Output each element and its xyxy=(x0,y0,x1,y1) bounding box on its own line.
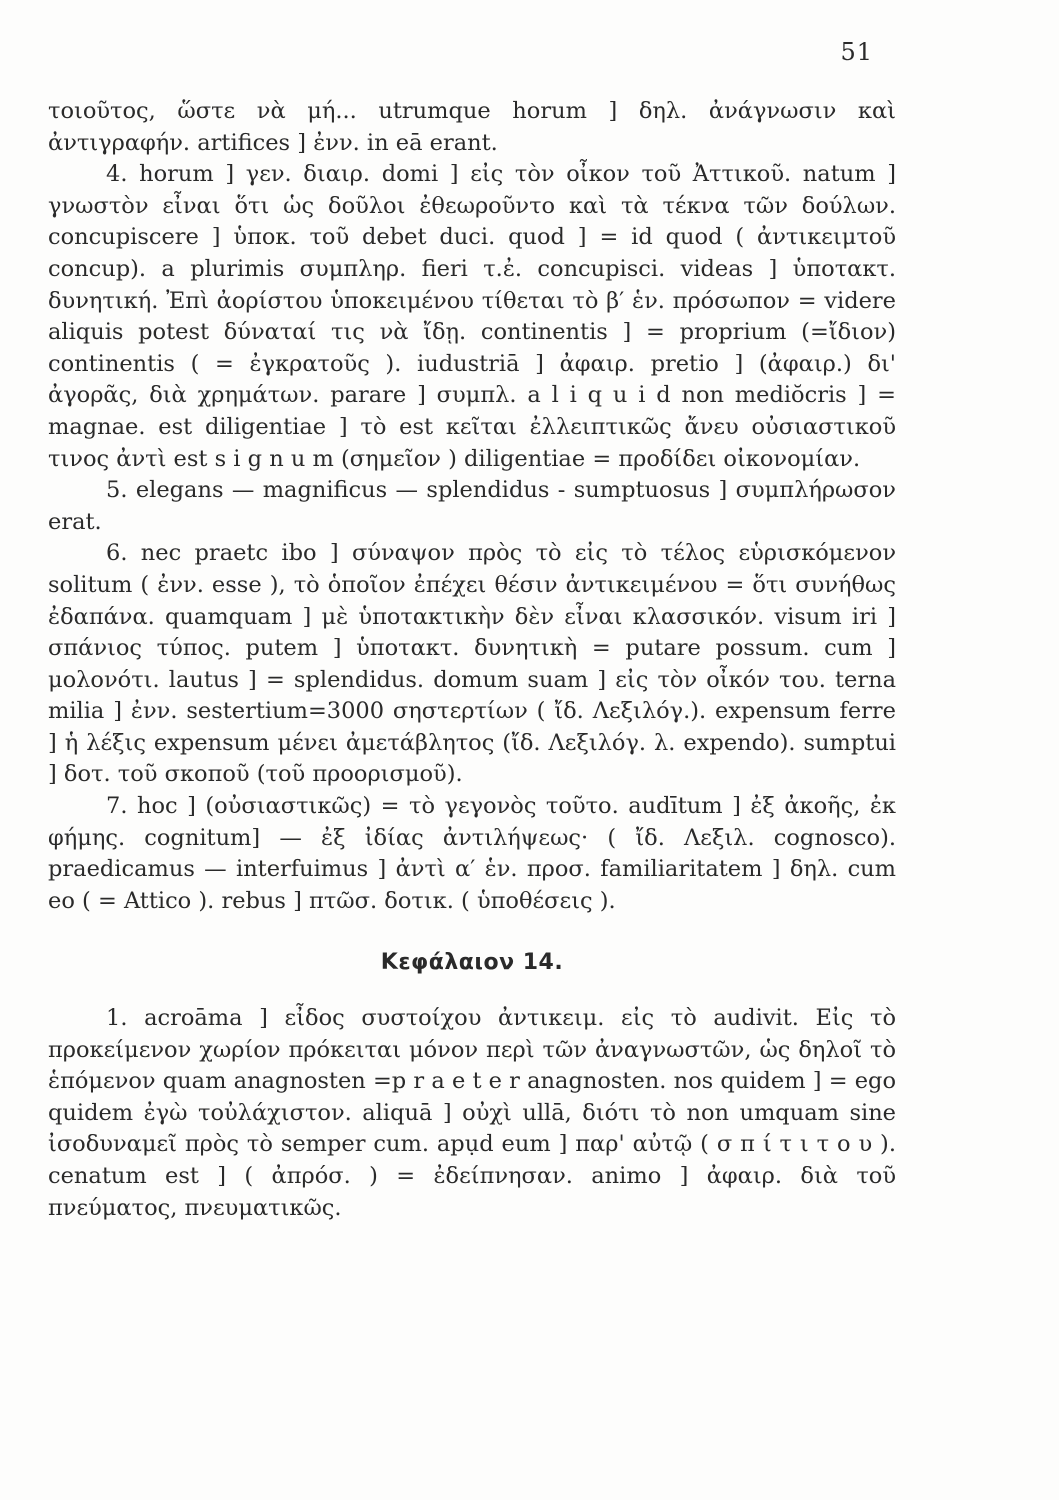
paragraph-note-5: 5. elegans — magnificus — splendidus - sumptuosus ] συμπλήρωσον erat. xyxy=(48,477,896,535)
commentary-text xyxy=(48,96,896,1224)
paragraph-chapter14-note-1: 1. acroāma ] εἶδος συστοίχου ἀντικειμ. εἰς τὸ audivit. Εἰς τὸ προκείμενον χωρίον πρόκειται μόνον περὶ τῶν ἀναγνωστῶν, ὡς δηλοῖ τὸ ἑπόμενον quam anagnosten =p r a e t e r anagnosten. nos quidem ] = ego quidem ἐγὼ τοὐλάχιστον. aliquā ] οὐχὶ ullā, διότι τὸ non umquam sine ἰσοδυναμεῖ πρὸς τὸ semper cum. apụd eum ] παρ' αὐτῷ ( σ π ί τ ι τ ο υ ). cenatum est ] ( ἀπρόσ. ) = ἐδείπνησαν. animo ] ἀφαιρ. διὰ τοῦ πνεύματος, πνευματικῶς. xyxy=(48,1005,896,1221)
paragraph-continuation: τοιοῦτος, ὥστε νὰ μή... utrumque horum ] δηλ. ἀνάγνωσιν καὶ ἀντιγραφήν. artifices ] ἐνν. in eā erant. xyxy=(48,98,896,156)
paragraph-note-4: 4. horum ] γεν. διαιρ. domi ] εἰς τὸν οἶκον τοῦ Ἀττικοῦ. natum ] γνωστὸν εἶναι ὅτι ὡς δοῦλοι ἐθεωροῦντο καὶ τὰ τέκνα τῶν δούλων. concupiscere ] ὑποκ. τοῦ debet duci. quod ] = id quod ( ἀντικειμτοῦ concup). a plurimis συμπληρ. fieri τ.ἐ. concupisci. videas ] ὑποτακτ. δυνητική. Ἐπὶ ἀορίστου ὑποκειμένου τίθεται τὸ β′ ἑν. πρόσωπον = videre aliquis potest δύναταί τις νὰ ἴδῃ. continentis ] = proprium (=ἴδιον) continentis ( = ἐγκρατοῦς ). iudustriā ] ἀφαιρ. pretio ] (ἀφαιρ.) δι' ἀγορᾶς, διὰ χρημάτων. parare ] συμπλ. a l i q u i d non mediŏcris ] = magnae. est diligentiae ] τὸ est κεῖται ἐλλειπτικῶς ἄνευ οὐσιαστικοῦ τινος ἀντὶ est s i g n u m (σημεῖον ) diligentiae = προδίδει οἰκονομίαν. xyxy=(48,161,896,472)
chapter-heading: Κεφάλαιον 14. xyxy=(380,950,564,976)
paragraph-note-7: 7. hoc ] (οὐσιαστικῶς) = τὸ γεγονὸς τοῦτο. audītum ] ἐξ ἀκοῆς, ἐκ φήμης. cognitum] — ἐξ ἰδίας ἀντιλήψεως· ( ἴδ. Λεξιλ. cognosco). praedicamus — interfuimus ] ἀντὶ α′ ἑν. προσ. familiaritatem ] δηλ. cum eo ( = Attico ). rebus ] πτῶσ. δοτικ. ( ὑποθέσεις ). xyxy=(48,793,896,914)
paragraph-note-6: 6. nec praetc ibo ] σύναψον πρὸς τὸ εἰς τὸ τέλος εὑρισκόμενον solitum ( ἐνν. esse ), τὸ ὁποῖον ἐπέχει θέσιν ἀντικειμένου = ὅτι συνήθως ἐδαπάνα. quamquam ] μὲ ὑποτακτικὴν δὲν εἶναι κλασσικόν. visum iri ] σπάνιος τύπος. putem ] ὑποτακτ. δυνητικὴ = putare possum. cum ] μολονότι. lautus ] = splendidus. domum suam ] εἰς τὸν οἶκόν του. terna milia ] ἐνν. sestertium=3000 σηστερτίων ( ἴδ. Λεξιλόγ.). expensum ferre ] ἡ λέξις expensum μένει ἀμετάβλητος (ἴδ. Λεξιλόγ. λ. expendo). sumptui ] δοτ. τοῦ σκοποῦ (τοῦ προορισμοῦ). xyxy=(48,540,896,788)
page-number: 51 xyxy=(840,38,873,66)
